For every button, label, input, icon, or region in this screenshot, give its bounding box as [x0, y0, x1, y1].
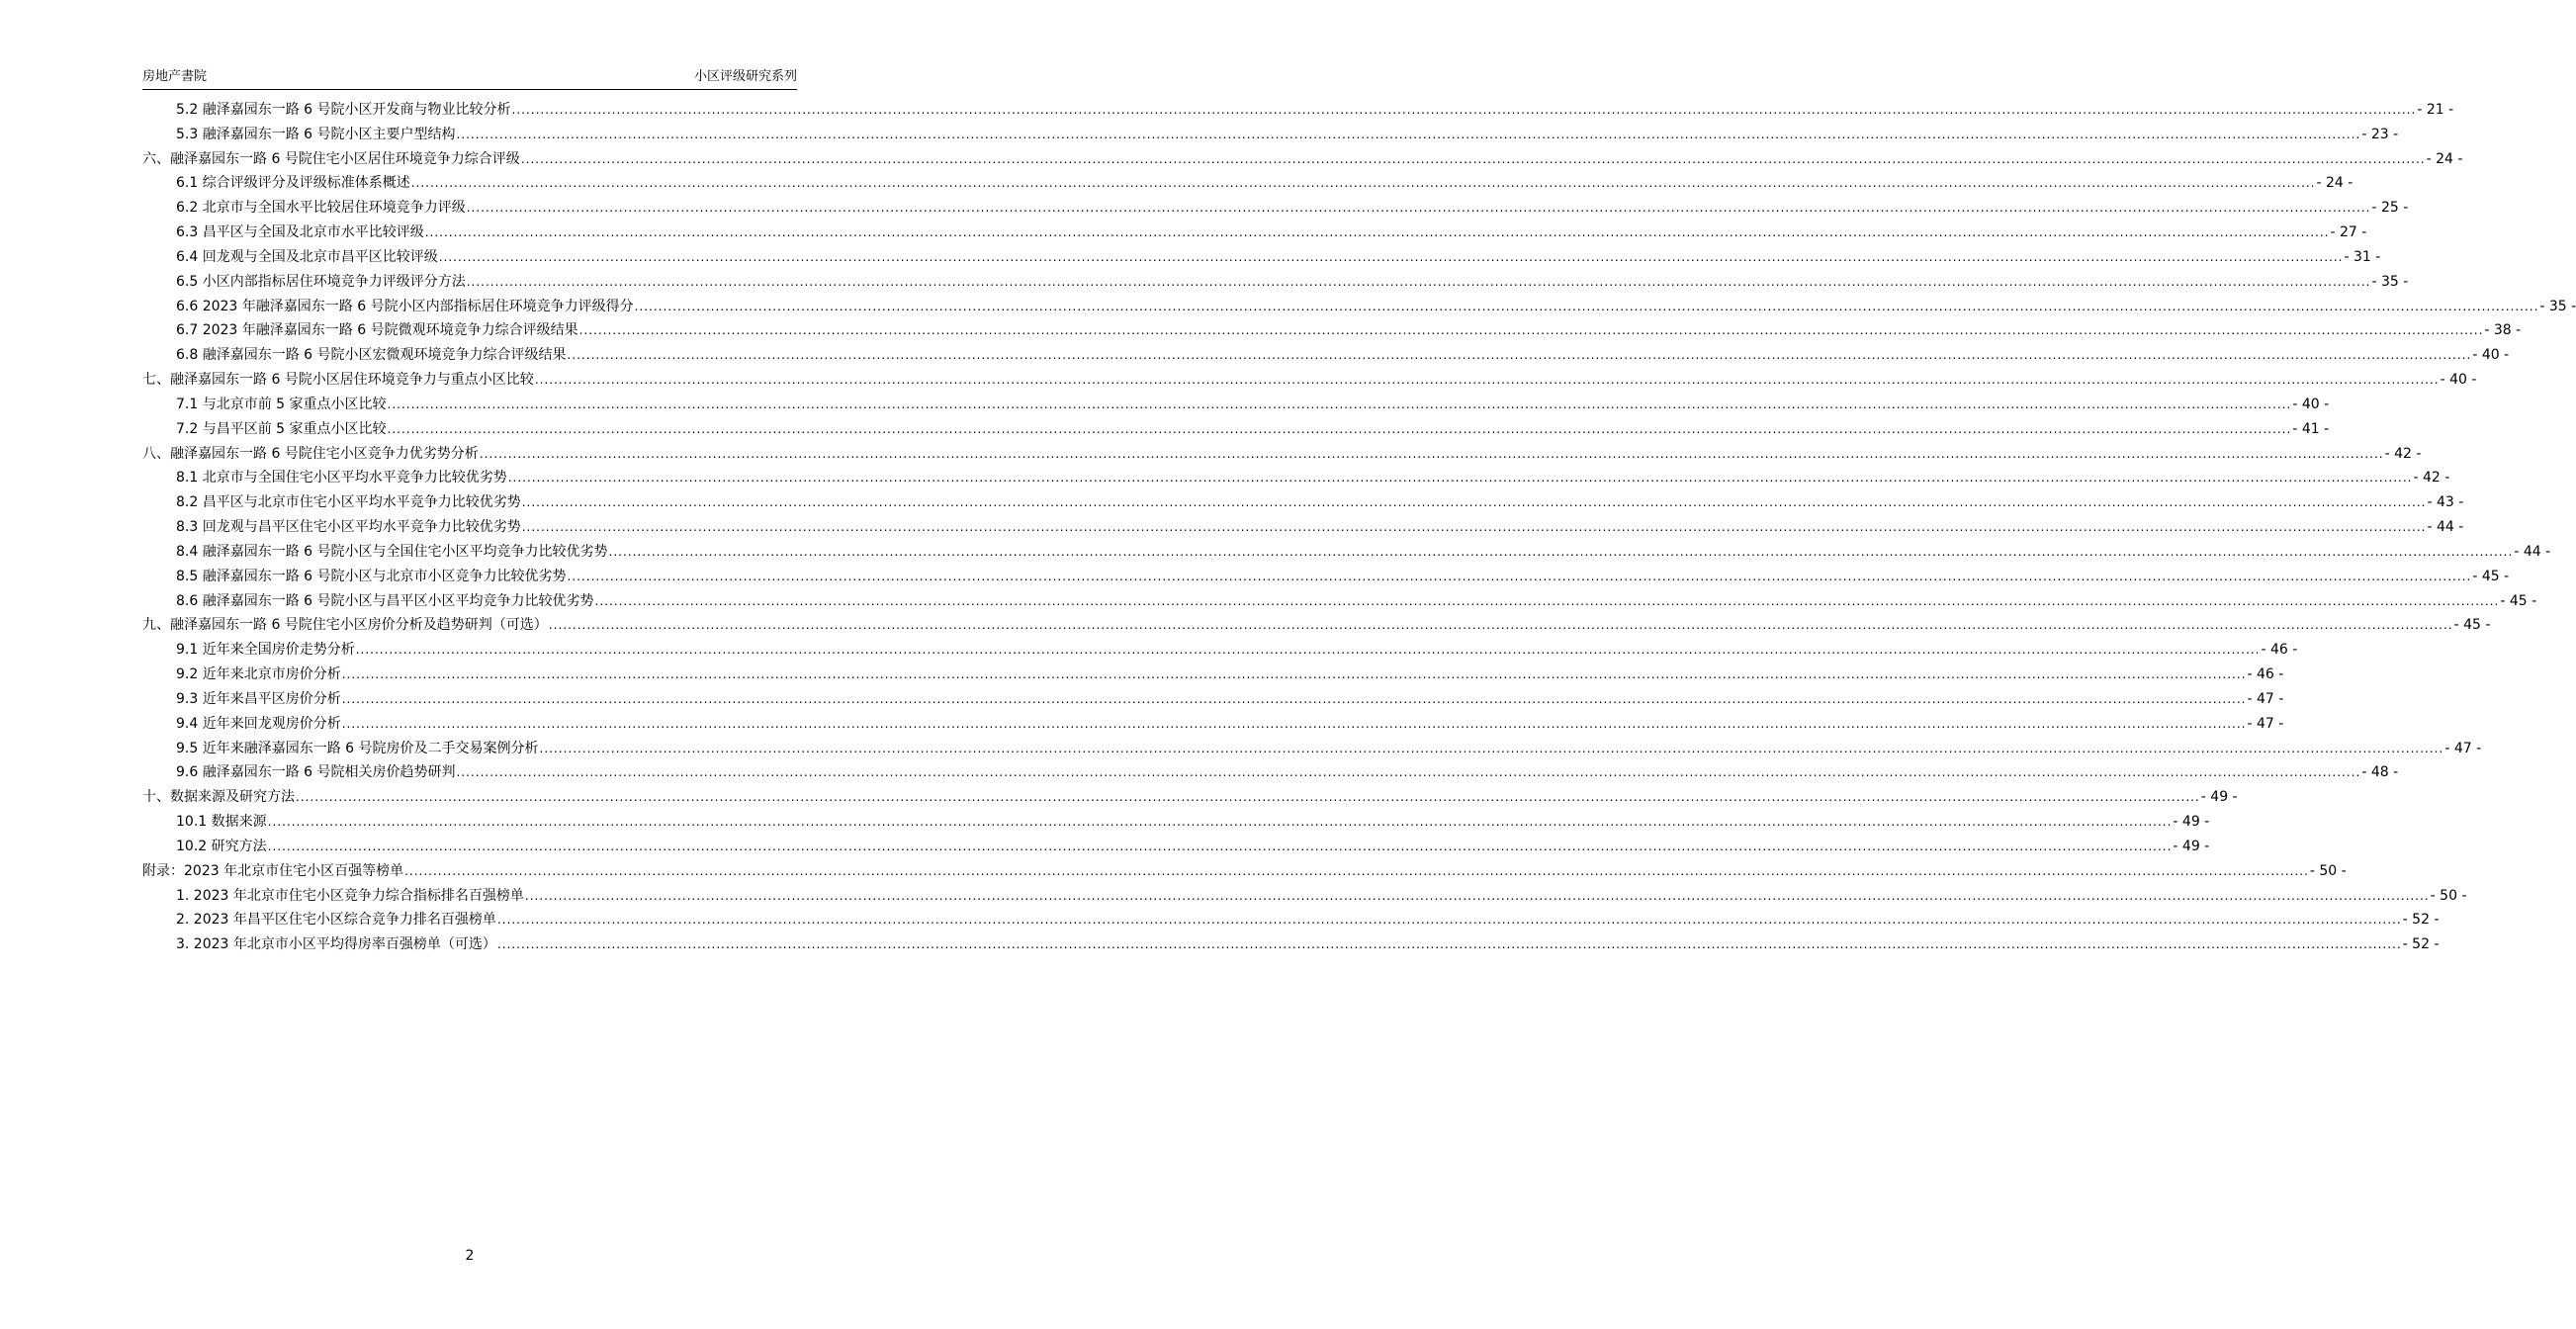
- toc-entry-title: 9.3 近年来昌平区房价分析: [176, 690, 341, 707]
- toc-section-entry[interactable]: [142, 908, 2440, 932]
- toc-entry-title: 附录：2023 年北京市住宅小区百强等榜单: [142, 862, 404, 879]
- toc-entry-title: 9.6 融泽嘉园东一路 6 号院相关房价趋势研判: [176, 764, 456, 781]
- toc-section-entry[interactable]: [142, 393, 2330, 417]
- toc-entry-page-number: - 40 -: [2292, 396, 2330, 412]
- toc-entry-page-number: - 31 -: [2344, 248, 2381, 265]
- toc-dot-leader: ................................................................................................................................................................................................................................................................................................................................................................................................................: [466, 201, 2371, 216]
- toc-entry-title: 5.3 融泽嘉园东一路 6 号院小区主要户型结构: [176, 126, 456, 142]
- toc-entry-page-number: - 42 -: [2384, 445, 2422, 462]
- toc-chapter-entry[interactable]: [142, 442, 2422, 467]
- toc-entry-title: 10.2 研究方法: [176, 838, 267, 854]
- toc-section-entry[interactable]: [142, 565, 2510, 589]
- table-of-contents: [142, 98, 2576, 957]
- toc-entry-title: 九、融泽嘉园东一路 6 号院住宅小区房价分析及趋势研判（可选）: [142, 617, 548, 634]
- toc-section-entry[interactable]: [142, 687, 2284, 712]
- toc-section-entry[interactable]: [142, 270, 2409, 295]
- toc-entry-page-number: - 47 -: [2247, 715, 2284, 732]
- toc-entry-page-number: - 24 -: [2426, 150, 2463, 167]
- toc-entry-page-number: - 50 -: [2309, 862, 2347, 879]
- toc-dot-leader: ................................................................................................................................................................................................................................................................................................................................................................................................................: [387, 421, 2292, 436]
- toc-dot-leader: ................................................................................................................................................................................................................................................................................................................................................................................................................: [578, 323, 2484, 338]
- toc-entry-page-number: - 38 -: [2484, 322, 2522, 339]
- page-header: [142, 67, 797, 90]
- toc-entry-page-number: - 52 -: [2402, 912, 2440, 929]
- toc-entry-page-number: - 40 -: [2440, 372, 2477, 389]
- toc-entry-title: 2. 2023 年昌平区住宅小区综合竞争力排名百强榜单: [176, 912, 496, 929]
- toc-entry-title: 8.4 融泽嘉园东一路 6 号院小区与全国住宅小区平均竞争力比较优劣势: [176, 543, 608, 560]
- toc-entry-title: 5.2 融泽嘉园东一路 6 号院小区开发商与物业比较分析: [176, 102, 511, 118]
- toc-section-entry[interactable]: [142, 98, 2454, 123]
- toc-chapter-entry[interactable]: [142, 368, 2477, 393]
- toc-entry-page-number: - 45 -: [2500, 592, 2537, 609]
- toc-dot-leader: ................................................................................................................................................................................................................................................................................................................................................................................................................: [341, 716, 2247, 731]
- toc-section-entry[interactable]: [142, 196, 2409, 221]
- toc-dot-leader: ................................................................................................................................................................................................................................................................................................................................................................................................................: [524, 888, 2430, 903]
- toc-entry-title: 9.1 近年来全国房价走势分析: [176, 642, 355, 659]
- toc-entry-page-number: - 52 -: [2402, 936, 2440, 953]
- toc-entry-title: 9.5 近年来融泽嘉园东一路 6 号院房价及二手交易案例分析: [176, 740, 539, 756]
- toc-entry-title: 六、融泽嘉园东一路 6 号院住宅小区居住环境竞争力综合评级: [142, 150, 520, 167]
- toc-dot-leader: ................................................................................................................................................................................................................................................................................................................................................................................................................: [539, 741, 2444, 755]
- toc-entry-page-number: - 46 -: [2247, 666, 2284, 683]
- toc-section-entry[interactable]: [142, 318, 2522, 343]
- toc-dot-leader: ................................................................................................................................................................................................................................................................................................................................................................................................................: [355, 643, 2261, 658]
- toc-dot-leader: ................................................................................................................................................................................................................................................................................................................................................................................................................: [634, 299, 2539, 313]
- toc-entry-title: 十、数据来源及研究方法: [142, 789, 295, 806]
- toc-section-entry[interactable]: [142, 221, 2367, 245]
- toc-dot-leader: ................................................................................................................................................................................................................................................................................................................................................................................................................: [456, 127, 2361, 141]
- toc-entry-page-number: - 45 -: [2472, 568, 2510, 584]
- toc-entry-page-number: - 47 -: [2444, 740, 2482, 756]
- toc-dot-leader: ................................................................................................................................................................................................................................................................................................................................................................................................................: [267, 815, 2173, 830]
- toc-dot-leader: ................................................................................................................................................................................................................................................................................................................................................................................................................: [608, 544, 2514, 559]
- toc-entry-page-number: - 46 -: [2261, 642, 2298, 659]
- toc-entry-page-number: - 49 -: [2173, 838, 2210, 854]
- toc-entry-page-number: - 40 -: [2472, 347, 2510, 364]
- toc-chapter-entry[interactable]: [142, 147, 2463, 172]
- toc-section-entry[interactable]: [142, 835, 2210, 859]
- toc-section-entry[interactable]: [142, 638, 2298, 663]
- toc-entry-title: 8.1 北京市与全国住宅小区平均水平竞争力比较优劣势: [176, 470, 507, 487]
- toc-entry-page-number: - 24 -: [2316, 175, 2354, 192]
- toc-section-entry[interactable]: [142, 663, 2284, 687]
- toc-dot-leader: ................................................................................................................................................................................................................................................................................................................................................................................................................: [341, 691, 2247, 706]
- toc-dot-leader: ................................................................................................................................................................................................................................................................................................................................................................................................................: [438, 249, 2344, 264]
- toc-dot-leader: ................................................................................................................................................................................................................................................................................................................................................................................................................: [404, 863, 2309, 878]
- toc-dot-leader: ................................................................................................................................................................................................................................................................................................................................................................................................................: [456, 765, 2361, 780]
- toc-section-entry[interactable]: [142, 515, 2464, 540]
- toc-entry-page-number: - 27 -: [2330, 224, 2367, 241]
- toc-entry-page-number: - 35 -: [2371, 273, 2409, 290]
- toc-chapter-entry[interactable]: [142, 859, 2347, 884]
- toc-section-entry[interactable]: [142, 417, 2330, 442]
- toc-dot-leader: ................................................................................................................................................................................................................................................................................................................................................................................................................: [521, 495, 2427, 510]
- toc-section-entry[interactable]: [142, 712, 2284, 737]
- toc-dot-leader: ................................................................................................................................................................................................................................................................................................................................................................................................................: [296, 790, 2200, 805]
- toc-dot-leader: ................................................................................................................................................................................................................................................................................................................................................................................................................: [424, 225, 2330, 240]
- header-series-title: 小区评级研究系列: [693, 69, 797, 84]
- toc-dot-leader: ................................................................................................................................................................................................................................................................................................................................................................................................................: [341, 667, 2247, 682]
- toc-entry-page-number: - 47 -: [2247, 690, 2284, 707]
- toc-dot-leader: ................................................................................................................................................................................................................................................................................................................................................................................................................: [511, 103, 2417, 117]
- toc-section-entry[interactable]: [142, 295, 2576, 319]
- toc-entry-title: 6.7 2023 年融泽嘉园东一路 6 号院微观环境竞争力综合评级结果: [176, 322, 578, 339]
- toc-entry-page-number: - 23 -: [2361, 126, 2399, 142]
- toc-entry-title: 8.3 回龙观与昌平区住宅小区平均水平竞争力比较优劣势: [176, 519, 521, 536]
- toc-entry-page-number: - 35 -: [2539, 298, 2576, 314]
- toc-dot-leader: ................................................................................................................................................................................................................................................................................................................................................................................................................: [567, 569, 2472, 583]
- toc-dot-leader: ................................................................................................................................................................................................................................................................................................................................................................................................................: [567, 348, 2472, 363]
- toc-entry-title: 八、融泽嘉园东一路 6 号院住宅小区竞争力优劣势分析: [142, 445, 479, 462]
- toc-section-entry[interactable]: [142, 343, 2510, 368]
- toc-entry-page-number: - 49 -: [2173, 814, 2210, 831]
- toc-section-entry[interactable]: [142, 123, 2399, 147]
- toc-section-entry[interactable]: [142, 589, 2537, 614]
- toc-dot-leader: ................................................................................................................................................................................................................................................................................................................................................................................................................: [521, 520, 2427, 535]
- toc-chapter-entry[interactable]: [142, 613, 2491, 638]
- toc-entry-title: 6.3 昌平区与全国及北京市水平比较评级: [176, 224, 424, 241]
- toc-dot-leader: ................................................................................................................................................................................................................................................................................................................................................................................................................: [267, 839, 2173, 853]
- header-publisher: 房地产書院: [142, 69, 208, 84]
- toc-section-entry[interactable]: [142, 884, 2467, 909]
- toc-entry-title: 七、融泽嘉园东一路 6 号院小区居住环境竞争力与重点小区比较: [142, 372, 534, 389]
- toc-dot-leader: ................................................................................................................................................................................................................................................................................................................................................................................................................: [594, 593, 2500, 608]
- toc-dot-leader: ................................................................................................................................................................................................................................................................................................................................................................................................................: [387, 397, 2292, 411]
- toc-chapter-entry[interactable]: [142, 785, 2238, 810]
- toc-entry-title: 6.2 北京市与全国水平比较居住环境竞争力评级: [176, 200, 466, 217]
- toc-entry-page-number: - 44 -: [2427, 519, 2464, 536]
- toc-entry-title: 6.6 2023 年融泽嘉园东一路 6 号院小区内部指标居住环境竞争力评级得分: [176, 298, 634, 314]
- toc-entry-title: 6.4 回龙观与全国及北京市昌平区比较评级: [176, 248, 438, 265]
- toc-dot-leader: ................................................................................................................................................................................................................................................................................................................................................................................................................: [520, 151, 2426, 166]
- toc-section-entry[interactable]: [142, 540, 2551, 565]
- toc-entry-title: 8.2 昌平区与北京市住宅小区平均水平竞争力比较优劣势: [176, 494, 521, 511]
- toc-entry-title: 9.2 近年来北京市房价分析: [176, 666, 341, 683]
- toc-dot-leader: ................................................................................................................................................................................................................................................................................................................................................................................................................: [496, 913, 2402, 928]
- toc-dot-leader: ................................................................................................................................................................................................................................................................................................................................................................................................................: [410, 176, 2316, 191]
- toc-entry-title: 8.6 融泽嘉园东一路 6 号院小区与昌平区小区平均竞争力比较优劣势: [176, 592, 594, 609]
- toc-entry-title: 9.4 近年来回龙观房价分析: [176, 715, 341, 732]
- toc-entry-title: 1. 2023 年北京市住宅小区竞争力综合指标排名百强榜单: [176, 887, 524, 904]
- toc-dot-leader: ................................................................................................................................................................................................................................................................................................................................................................................................................: [534, 373, 2440, 388]
- toc-entry-page-number: - 25 -: [2371, 200, 2409, 217]
- toc-entry-page-number: - 43 -: [2427, 494, 2464, 511]
- page-number: 2: [465, 1248, 475, 1264]
- toc-dot-leader: ................................................................................................................................................................................................................................................................................................................................................................................................................: [466, 274, 2371, 289]
- toc-section-entry[interactable]: [142, 810, 2210, 835]
- toc-section-entry[interactable]: [142, 737, 2482, 761]
- toc-section-entry[interactable]: [142, 245, 2381, 270]
- toc-entry-page-number: - 50 -: [2430, 887, 2467, 904]
- toc-entry-title: 10.1 数据来源: [176, 814, 267, 831]
- toc-entry-page-number: - 42 -: [2413, 470, 2450, 487]
- toc-dot-leader: ................................................................................................................................................................................................................................................................................................................................................................................................................: [548, 618, 2453, 633]
- toc-section-entry[interactable]: [142, 760, 2399, 785]
- toc-entry-title: 7.1 与北京市前 5 家重点小区比较: [176, 396, 387, 412]
- toc-section-entry[interactable]: [142, 932, 2440, 957]
- toc-dot-leader: ................................................................................................................................................................................................................................................................................................................................................................................................................: [479, 446, 2384, 461]
- toc-section-entry[interactable]: [142, 171, 2354, 196]
- toc-entry-title: 6.5 小区内部指标居住环境竞争力评级评分方法: [176, 273, 466, 290]
- toc-entry-page-number: - 49 -: [2200, 789, 2238, 806]
- toc-entry-title: 6.8 融泽嘉园东一路 6 号院小区宏微观环境竞争力综合评级结果: [176, 347, 567, 364]
- toc-entry-page-number: - 45 -: [2453, 617, 2491, 634]
- toc-entry-title: 6.1 综合评级评分及评级标准体系概述: [176, 175, 410, 192]
- toc-entry-page-number: - 44 -: [2514, 543, 2551, 560]
- toc-entry-title: 8.5 融泽嘉园东一路 6 号院小区与北京市小区竞争力比较优劣势: [176, 568, 567, 584]
- toc-entry-page-number: - 41 -: [2292, 420, 2330, 437]
- toc-entry-title: 3. 2023 年北京市小区平均得房率百强榜单（可选）: [176, 936, 496, 953]
- toc-section-entry[interactable]: [142, 466, 2450, 490]
- toc-entry-page-number: - 48 -: [2361, 764, 2399, 781]
- toc-entry-title: 7.2 与昌平区前 5 家重点小区比较: [176, 420, 387, 437]
- toc-entry-page-number: - 21 -: [2417, 102, 2454, 118]
- toc-section-entry[interactable]: [142, 490, 2464, 515]
- toc-dot-leader: ................................................................................................................................................................................................................................................................................................................................................................................................................: [496, 937, 2402, 952]
- toc-dot-leader: ................................................................................................................................................................................................................................................................................................................................................................................................................: [507, 471, 2413, 486]
